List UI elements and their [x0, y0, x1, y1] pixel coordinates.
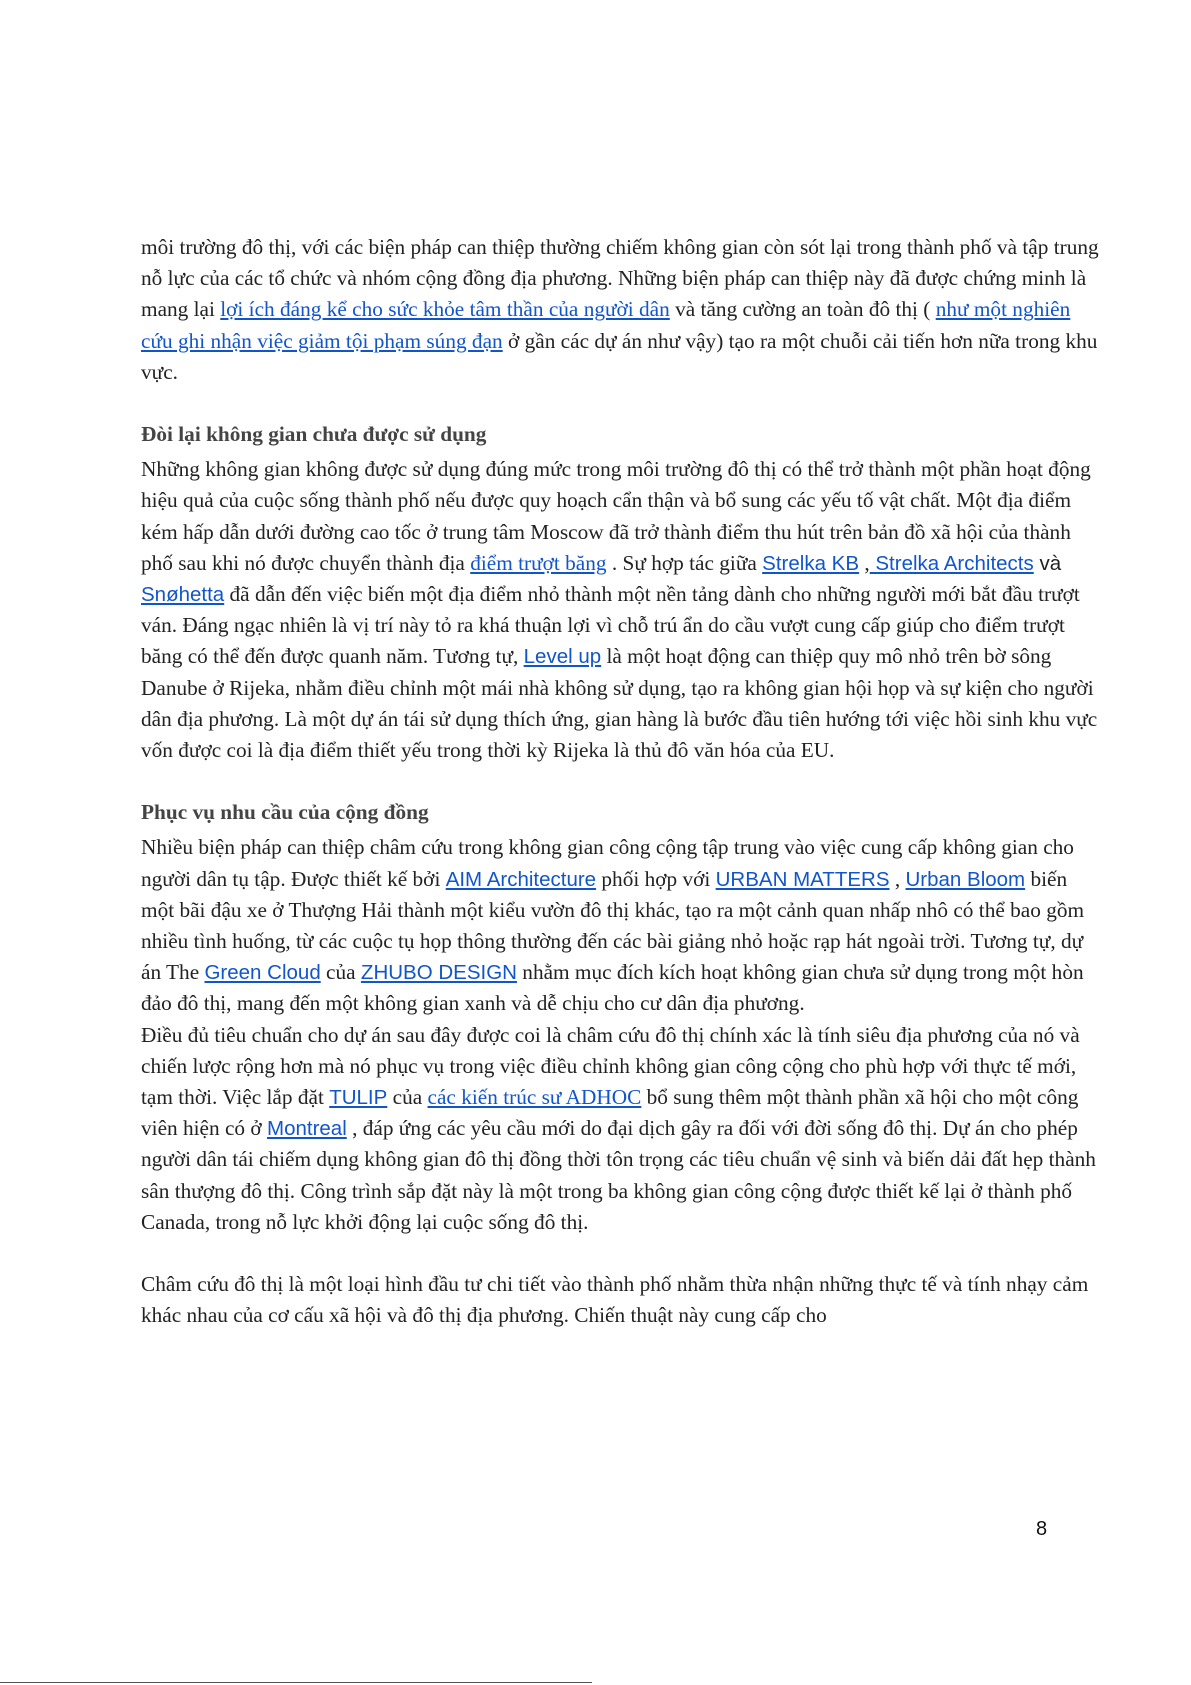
section-heading-reclaim-space: Đòi lại không gian chưa được sử dụng [141, 422, 487, 447]
urban-bloom-link[interactable]: Urban Bloom [905, 867, 1026, 891]
level-up-link[interactable]: Level up [523, 645, 602, 669]
paragraph-text: của [320, 960, 361, 985]
footer-divider [0, 1682, 592, 1683]
page-number: 8 [1036, 1518, 1048, 1540]
paragraph-text: là một hoạt động can thiệp quy mô nhỏ trên bờ sông Danube ở Rijeka, nhằm điều chỉnh một mái nhà không sử dụng, tạo ra không gian hội họp và sự kiện cho người dân địa phương. Là một dự án tái sử dụng thích ứng, gian hàng là bước đầu tiên hướng tới việc hồi sinh khu vực vốn được coi là địa điểm thiết yếu trong thời kỳ Rijeka là thủ đô văn hóa của EU. [141, 644, 1098, 763]
paragraph-text: , [859, 550, 870, 575]
paragraph-text: Những không gian không được sử dụng đúng mức trong môi trường đô thị có thể trở thành một phần hoạt động hiệu quả của cuộc sống thành phố nếu được quy hoạch cẩn thận và bổ sung các yếu tố vật chất. Một địa điểm kém hấp dẫn dưới đường cao tốc ở trung tâm Moscow đã trở thành điểm thu hút trên bản đồ xã hội của thành phố sau khi nó được chuyển thành địa [141, 457, 1091, 575]
adhoc-architects-link[interactable]: các kiến trúc sư ADHOC [427, 1085, 642, 1110]
paragraph-text: phối hợp với [596, 866, 716, 891]
strelka-kb-link[interactable]: Strelka KB [762, 551, 860, 575]
aim-architecture-link[interactable]: AIM Architecture [445, 867, 597, 891]
paragraph-text: biến một bãi đậu xe ở Thượng Hải thành một kiểu vườn đô thị khác, tạo ra một cảnh quan nhấp nhô có thể bao gồm nhiều tình huống, từ các cuộc tụ họp thông thường đến các bài giảng nhỏ hoặc rạp hát ngoài trời. Tương tự, dự án The [141, 866, 1085, 985]
paragraph-text: ở gần các dự án như vậy) tạo ra một chuỗi cải tiến hơn nữa trong khu vực. [141, 328, 1098, 384]
mental-health-link[interactable]: lợi ích đáng kể cho sức khỏe tâm thần của người dân [220, 297, 670, 322]
paragraph-text: , [889, 866, 906, 891]
strelka-architects-link[interactable]: Strelka Architects [869, 551, 1034, 575]
closing-paragraph [141, 1269, 1101, 1331]
tulip-paragraph [141, 1020, 1101, 1238]
paragraph-text: nhằm mục đích kích hoạt không gian chưa sử dụng trong một hòn đảo đô thị, mang đến một không gian xanh và dễ chịu cho cư dân địa phương. [141, 960, 1084, 1016]
paragraph-text: Nhiều biện pháp can thiệp châm cứu trong không gian công cộng tập trung vào việc cung cấp không gian cho người dân tụ tập. Được thiết kế bởi [141, 835, 1074, 891]
intro-paragraph [141, 232, 1101, 388]
paragraph-text: Điều đủ tiêu chuẩn cho dự án sau đây được coi là châm cứu đô thị chính xác là tính siêu địa phương của nó và chiến lược rộng hơn mà nó phục vụ trong việc điều chỉnh không gian công cộng cho phù hợp với thực tế mới, tạm thời. Việc lắp đặt [141, 1022, 1080, 1110]
gun-crime-study-link[interactable]: như một nghiên cứu ghi nhận việc giảm tội phạm súng đạn [141, 297, 1071, 353]
paragraph-text: , đáp ứng các yêu cầu mới do đại dịch gây ra đối với đời sống đô thị. Dự án cho phép người dân tái chiếm dụng không gian đô thị đồng thời tôn trọng các tiêu chuẩn vệ sinh và biến dải đất hẹp thành sân thượng đô thị. Công trình sắp đặt này là một trong ba không gian công cộng được thiết kế lại ở thành phố Canada, trong nỗ lực khởi động lại cuộc sống đô thị. [141, 1116, 1096, 1234]
paragraph-text: môi trường đô thị, với các biện pháp can thiệp thường chiếm không gian còn sót lại trong thành phố và tập trung nỗ lực của các tổ chức và nhóm cộng đồng địa phương. Những biện pháp can thiệp này đã được chứng minh là mang lại [141, 235, 1099, 322]
paragraph-text: của [387, 1085, 428, 1110]
reclaim-space-paragraph [141, 454, 1101, 766]
paragraph-text: và tăng cường an toàn đô thị ( [669, 297, 936, 322]
montreal-link[interactable]: Montreal [267, 1117, 347, 1141]
skating-rink-link[interactable]: điểm trượt băng [470, 550, 607, 575]
snohetta-link[interactable]: Snøhetta [141, 583, 225, 607]
paragraph-text: bổ sung thêm một thành phần xã hội cho một công viên hiện có ở [141, 1085, 1079, 1141]
community-needs-paragraph [141, 832, 1101, 1019]
paragraph-text: và [1033, 551, 1062, 575]
paragraph-text: Châm cứu đô thị là một loại hình đầu tư chi tiết vào thành phố nhằm thừa nhận những thực tế và tính nhạy cảm khác nhau của cơ cấu xã hội và đô thị địa phương. Chiến thuật này cung cấp cho [141, 1272, 1089, 1328]
green-cloud-link[interactable]: Green Cloud [204, 961, 321, 985]
urban-matters-link[interactable]: URBAN MATTERS [715, 867, 890, 891]
tulip-link[interactable]: TULIP [329, 1086, 388, 1110]
paragraph-text: . Sự hợp tác giữa [606, 550, 763, 575]
paragraph-text: đã dẫn đến việc biến một địa điểm nhỏ thành một nền tảng dành cho những người mới bắt đầu trượt ván. Đáng ngạc nhiên là vị trí này tỏ ra khá thuận lợi vì chỗ trú ẩn do cầu vượt cung cấp giúp cho điểm trượt băng có thể đến được quanh năm. Tương tự, [141, 582, 1080, 669]
section-heading-community-needs: Phục vụ nhu cầu của cộng đồng [141, 800, 429, 825]
zhubo-design-link[interactable]: ZHUBO DESIGN [360, 961, 517, 985]
page-content [141, 232, 1101, 1332]
